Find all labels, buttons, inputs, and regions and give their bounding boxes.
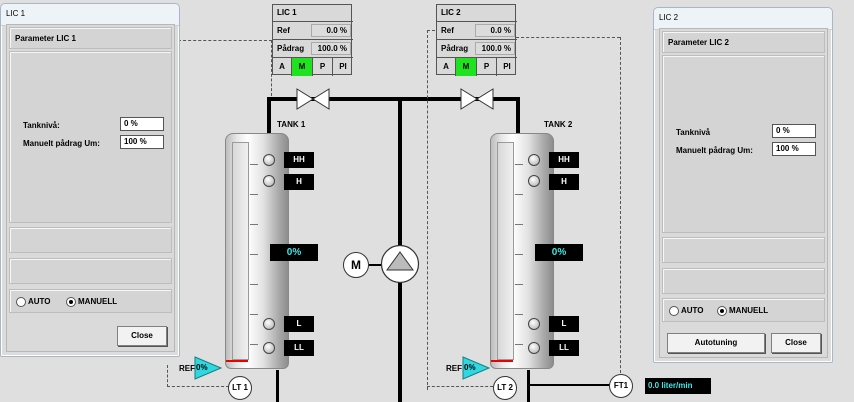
manual-output-label: Manuelt pådrag Um: xyxy=(676,146,753,155)
ref1-label: REF xyxy=(179,364,195,373)
ref-value: 0.0 % xyxy=(311,24,351,37)
ref-value: 0.0 % xyxy=(475,24,515,37)
empty-panel xyxy=(662,268,825,294)
window-body xyxy=(659,28,828,358)
window-body xyxy=(6,24,175,352)
ft1-label: FT1 xyxy=(613,381,629,390)
tank-level-label: Tanknivå: xyxy=(23,121,60,130)
tank1-outlet-pipe xyxy=(276,370,279,402)
empty-panel xyxy=(9,227,172,253)
manual-radio[interactable] xyxy=(717,306,727,316)
pipe-tank2-inlet xyxy=(516,97,520,135)
lic1-parameter-window[interactable] xyxy=(0,3,180,357)
controller-lic2[interactable] xyxy=(436,4,516,75)
tank2[interactable] xyxy=(490,133,570,369)
pipe-tank1-inlet xyxy=(267,97,271,135)
ref2-label: REF xyxy=(446,364,462,373)
close-button[interactable]: Close xyxy=(117,326,167,346)
tank1-ll-label: LL xyxy=(284,340,314,356)
signal-line xyxy=(516,37,620,38)
controller-lic1[interactable] xyxy=(272,4,352,75)
flow-readout: 0.0 liter/min xyxy=(645,378,711,394)
empty-panel xyxy=(662,237,825,263)
mode-auto-button[interactable]: A xyxy=(437,58,456,76)
manual-output-field[interactable]: 100 % xyxy=(772,142,816,156)
ref1-indicator[interactable] xyxy=(194,356,222,380)
manual-radio-label: MANUELL xyxy=(729,306,769,315)
tank1-h-sensor xyxy=(263,175,275,187)
window-titlebar[interactable]: LIC 2 xyxy=(654,8,832,30)
manual-radio[interactable] xyxy=(66,297,76,307)
tank2-outlet-pipe xyxy=(527,370,530,402)
tank1-l-label: L xyxy=(284,316,314,332)
window-titlebar[interactable]: LIC 1 xyxy=(1,4,179,26)
tank-level-field[interactable]: 0 % xyxy=(120,117,164,131)
output-label: Pådrag xyxy=(277,44,305,53)
lt1-label: LT 1 xyxy=(232,383,248,392)
lic2-parameter-window[interactable] xyxy=(653,7,833,363)
mode-manual-button[interactable]: M xyxy=(292,58,313,76)
parameter-title-panel xyxy=(662,31,825,53)
tank2-l-sensor xyxy=(528,318,540,330)
tank1-h-label: H xyxy=(284,174,314,190)
mode-radio-panel xyxy=(9,289,172,313)
signal-line xyxy=(427,386,493,387)
lt2-label: LT 2 xyxy=(497,383,513,392)
tank2-ll-sensor xyxy=(528,342,540,354)
controller-title: LIC 2 xyxy=(441,8,461,17)
tank1-hh-sensor xyxy=(263,154,275,166)
tank2-hh-sensor xyxy=(528,154,540,166)
tank1-sight-glass xyxy=(232,142,249,360)
lt1-transmitter[interactable] xyxy=(228,376,252,400)
valve-2-icon[interactable] xyxy=(460,88,494,110)
close-button[interactable]: Close xyxy=(771,333,821,353)
ft1-transmitter[interactable] xyxy=(609,374,633,398)
tank2-sight-glass xyxy=(497,142,514,360)
mode-p-button[interactable]: P xyxy=(477,58,497,76)
signal-line xyxy=(427,30,435,31)
tank1-level-display: 0% xyxy=(270,244,318,261)
auto-radio-label: AUTO xyxy=(28,297,51,306)
ref-label: Ref xyxy=(277,26,290,35)
output-label: Pådrag xyxy=(441,44,469,53)
manual-output-field[interactable]: 100 % xyxy=(120,135,164,149)
empty-panel xyxy=(9,258,172,284)
parameter-panel xyxy=(662,55,825,233)
output-value: 100.0 % xyxy=(475,42,515,55)
tank2-ref-marker xyxy=(491,360,513,362)
signal-line xyxy=(167,365,168,387)
lt2-transmitter[interactable] xyxy=(493,376,517,400)
ref-label: Ref xyxy=(441,26,454,35)
valve-1-icon[interactable] xyxy=(296,88,330,110)
tank1[interactable] xyxy=(225,133,305,369)
manual-radio-label: MANUELL xyxy=(78,297,118,306)
mode-manual-button[interactable]: M xyxy=(456,58,477,76)
signal-line xyxy=(620,37,621,383)
parameter-panel xyxy=(9,51,172,223)
auto-radio-label: AUTO xyxy=(681,306,704,315)
motor-icon[interactable] xyxy=(343,252,369,278)
mode-auto-button[interactable]: A xyxy=(273,58,292,76)
parameter-title: Parameter LIC 1 xyxy=(15,34,76,43)
parameter-title: Parameter LIC 2 xyxy=(668,38,729,47)
tank2-label: TANK 2 xyxy=(544,120,573,129)
tank1-label: TANK 1 xyxy=(277,120,306,129)
controller-title: LIC 1 xyxy=(277,8,297,17)
tank2-l-label: L xyxy=(549,316,579,332)
tank2-h-sensor xyxy=(528,175,540,187)
pump-icon[interactable] xyxy=(380,244,420,284)
tank-level-field[interactable]: 0 % xyxy=(772,124,816,138)
flow-line xyxy=(529,384,611,386)
parameter-title-panel xyxy=(9,27,172,49)
signal-line xyxy=(167,386,229,387)
signal-line xyxy=(178,40,272,41)
tank1-hh-label: HH xyxy=(284,152,314,168)
motor-label: M xyxy=(351,258,361,272)
manual-output-label: Manuelt pådrag Um: xyxy=(23,139,100,148)
tank2-ll-label: LL xyxy=(549,340,579,356)
ref2-value: 0% xyxy=(464,363,476,372)
tank1-l-sensor xyxy=(263,318,275,330)
mode-pi-button[interactable]: PI xyxy=(503,62,511,71)
ref1-value: 0% xyxy=(196,363,208,372)
auto-radio[interactable] xyxy=(16,297,26,307)
tank1-ref-marker xyxy=(226,360,248,362)
autotuning-button[interactable]: Autotuning xyxy=(667,333,765,353)
tank1-ll-sensor xyxy=(263,342,275,354)
mode-p-button[interactable]: P xyxy=(313,58,333,76)
tank2-h-label: H xyxy=(549,174,579,190)
mode-radio-panel xyxy=(662,298,825,322)
ref2-indicator[interactable] xyxy=(462,356,490,380)
auto-radio[interactable] xyxy=(669,306,679,316)
tank2-hh-label: HH xyxy=(549,152,579,168)
output-value: 100.0 % xyxy=(311,42,351,55)
signal-line xyxy=(427,30,428,390)
mode-pi-button[interactable]: PI xyxy=(339,62,347,71)
tank2-level-display: 0% xyxy=(535,244,583,261)
tank-level-label: Tanknivå xyxy=(676,128,711,137)
